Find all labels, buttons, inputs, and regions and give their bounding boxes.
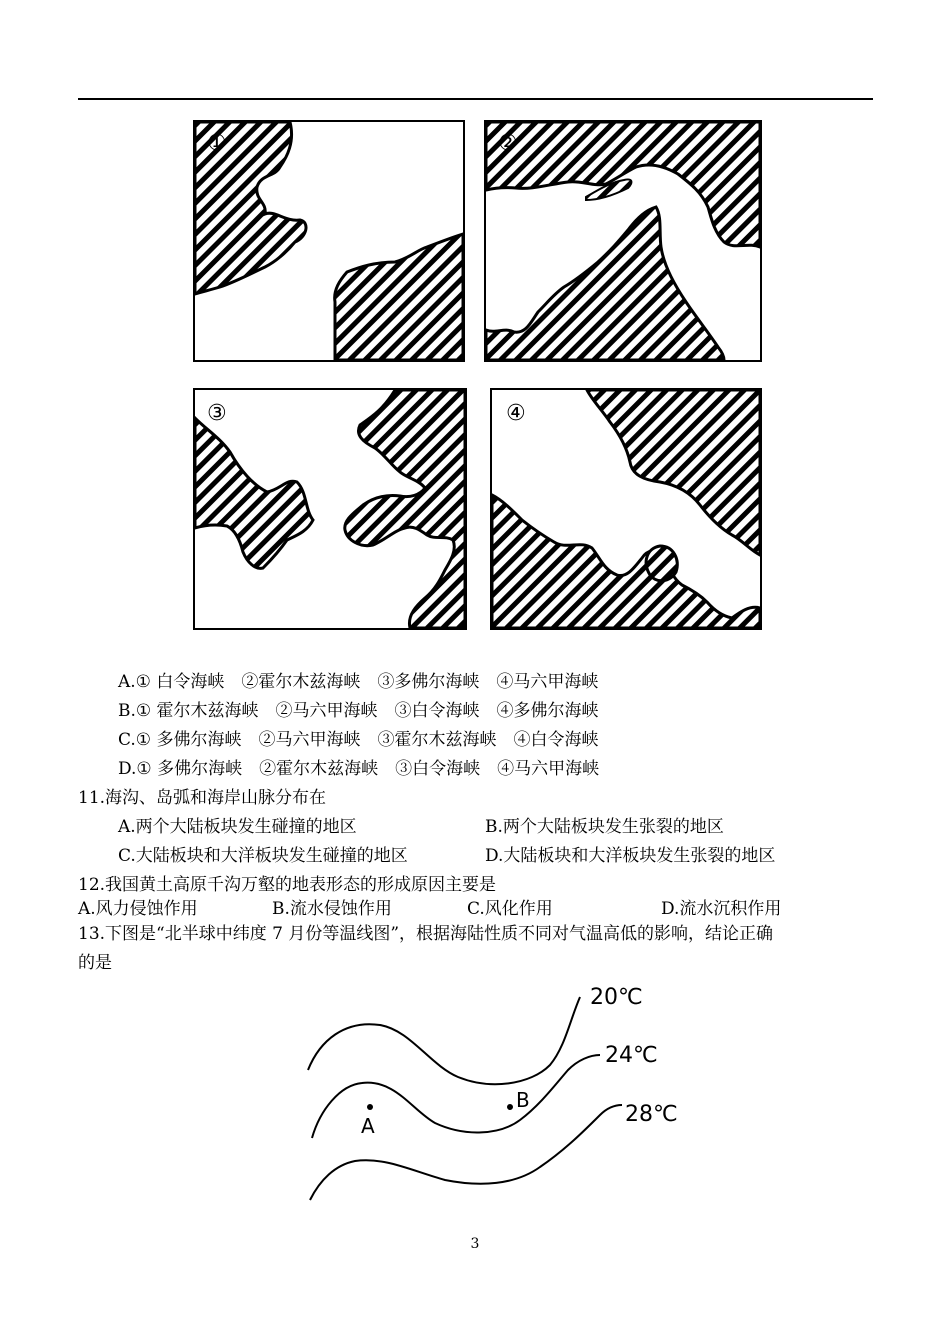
q10-option-b: B.① 霍尔木兹海峡 ②马六甲海峡 ③白令海峡 ④多佛尔海峡	[118, 701, 599, 721]
q11-stem: 11.海沟、岛弧和海岸山脉分布在	[78, 788, 327, 808]
q13-stem-line1: 13.下图是“北半球中纬度 7 月份等温线图”，根据海陆性质不同对气温高低的影响，结论正确	[78, 924, 774, 944]
strait-map-3	[193, 388, 467, 630]
isotherm-label-24: 24℃	[605, 1043, 658, 1068]
point-b-marker	[507, 1104, 513, 1110]
q10-option-a: A.① 白令海峡 ②霍尔木兹海峡 ③多佛尔海峡 ④马六甲海峡	[118, 672, 599, 692]
isotherm-24	[312, 1055, 600, 1138]
map-1-label: ①	[207, 131, 227, 156]
strait-map-2	[484, 120, 762, 362]
isotherm-28	[310, 1105, 622, 1200]
q11-option-a: A.两个大陆板块发生碰撞的地区	[118, 817, 357, 837]
strait-map-1	[193, 120, 465, 362]
q12-option-c: C.风化作用	[467, 899, 553, 919]
q10-option-c: C.① 多佛尔海峡 ②马六甲海峡 ③霍尔木兹海峡 ④白令海峡	[118, 730, 599, 750]
map-4-label: ④	[506, 401, 526, 426]
isotherm-diagram	[300, 975, 700, 1210]
q13-stem-line2: 的是	[78, 953, 112, 973]
strait-map-4	[490, 388, 762, 630]
q11-option-d: D.大陆板块和大洋板块发生张裂的地区	[485, 846, 776, 866]
q12-option-d: D.流水沉积作用	[661, 899, 782, 919]
isotherm-label-20: 20℃	[590, 985, 643, 1010]
isotherm-20	[308, 997, 580, 1084]
q10-option-d: D.① 多佛尔海峡 ②霍尔木兹海峡 ③白令海峡 ④马六甲海峡	[118, 759, 600, 779]
q11-option-c: C.大陆板块和大洋板块发生碰撞的地区	[118, 846, 408, 866]
point-a-marker	[367, 1104, 373, 1110]
point-b-label: B	[516, 1088, 530, 1112]
q12-option-a: A.风力侵蚀作用	[78, 899, 198, 919]
map-3-label: ③	[207, 401, 227, 426]
q12-stem: 12.我国黄土高原千沟万壑的地表形态的形成原因主要是	[78, 875, 497, 895]
q12-option-b: B.流水侵蚀作用	[272, 899, 392, 919]
header-rule	[78, 98, 873, 100]
point-a-label: A	[361, 1114, 375, 1138]
q11-option-b: B.两个大陆板块发生张裂的地区	[485, 817, 724, 837]
isotherm-label-28: 28℃	[625, 1102, 678, 1127]
map-2-label: ②	[498, 131, 518, 156]
page-number: 3	[470, 1236, 480, 1252]
